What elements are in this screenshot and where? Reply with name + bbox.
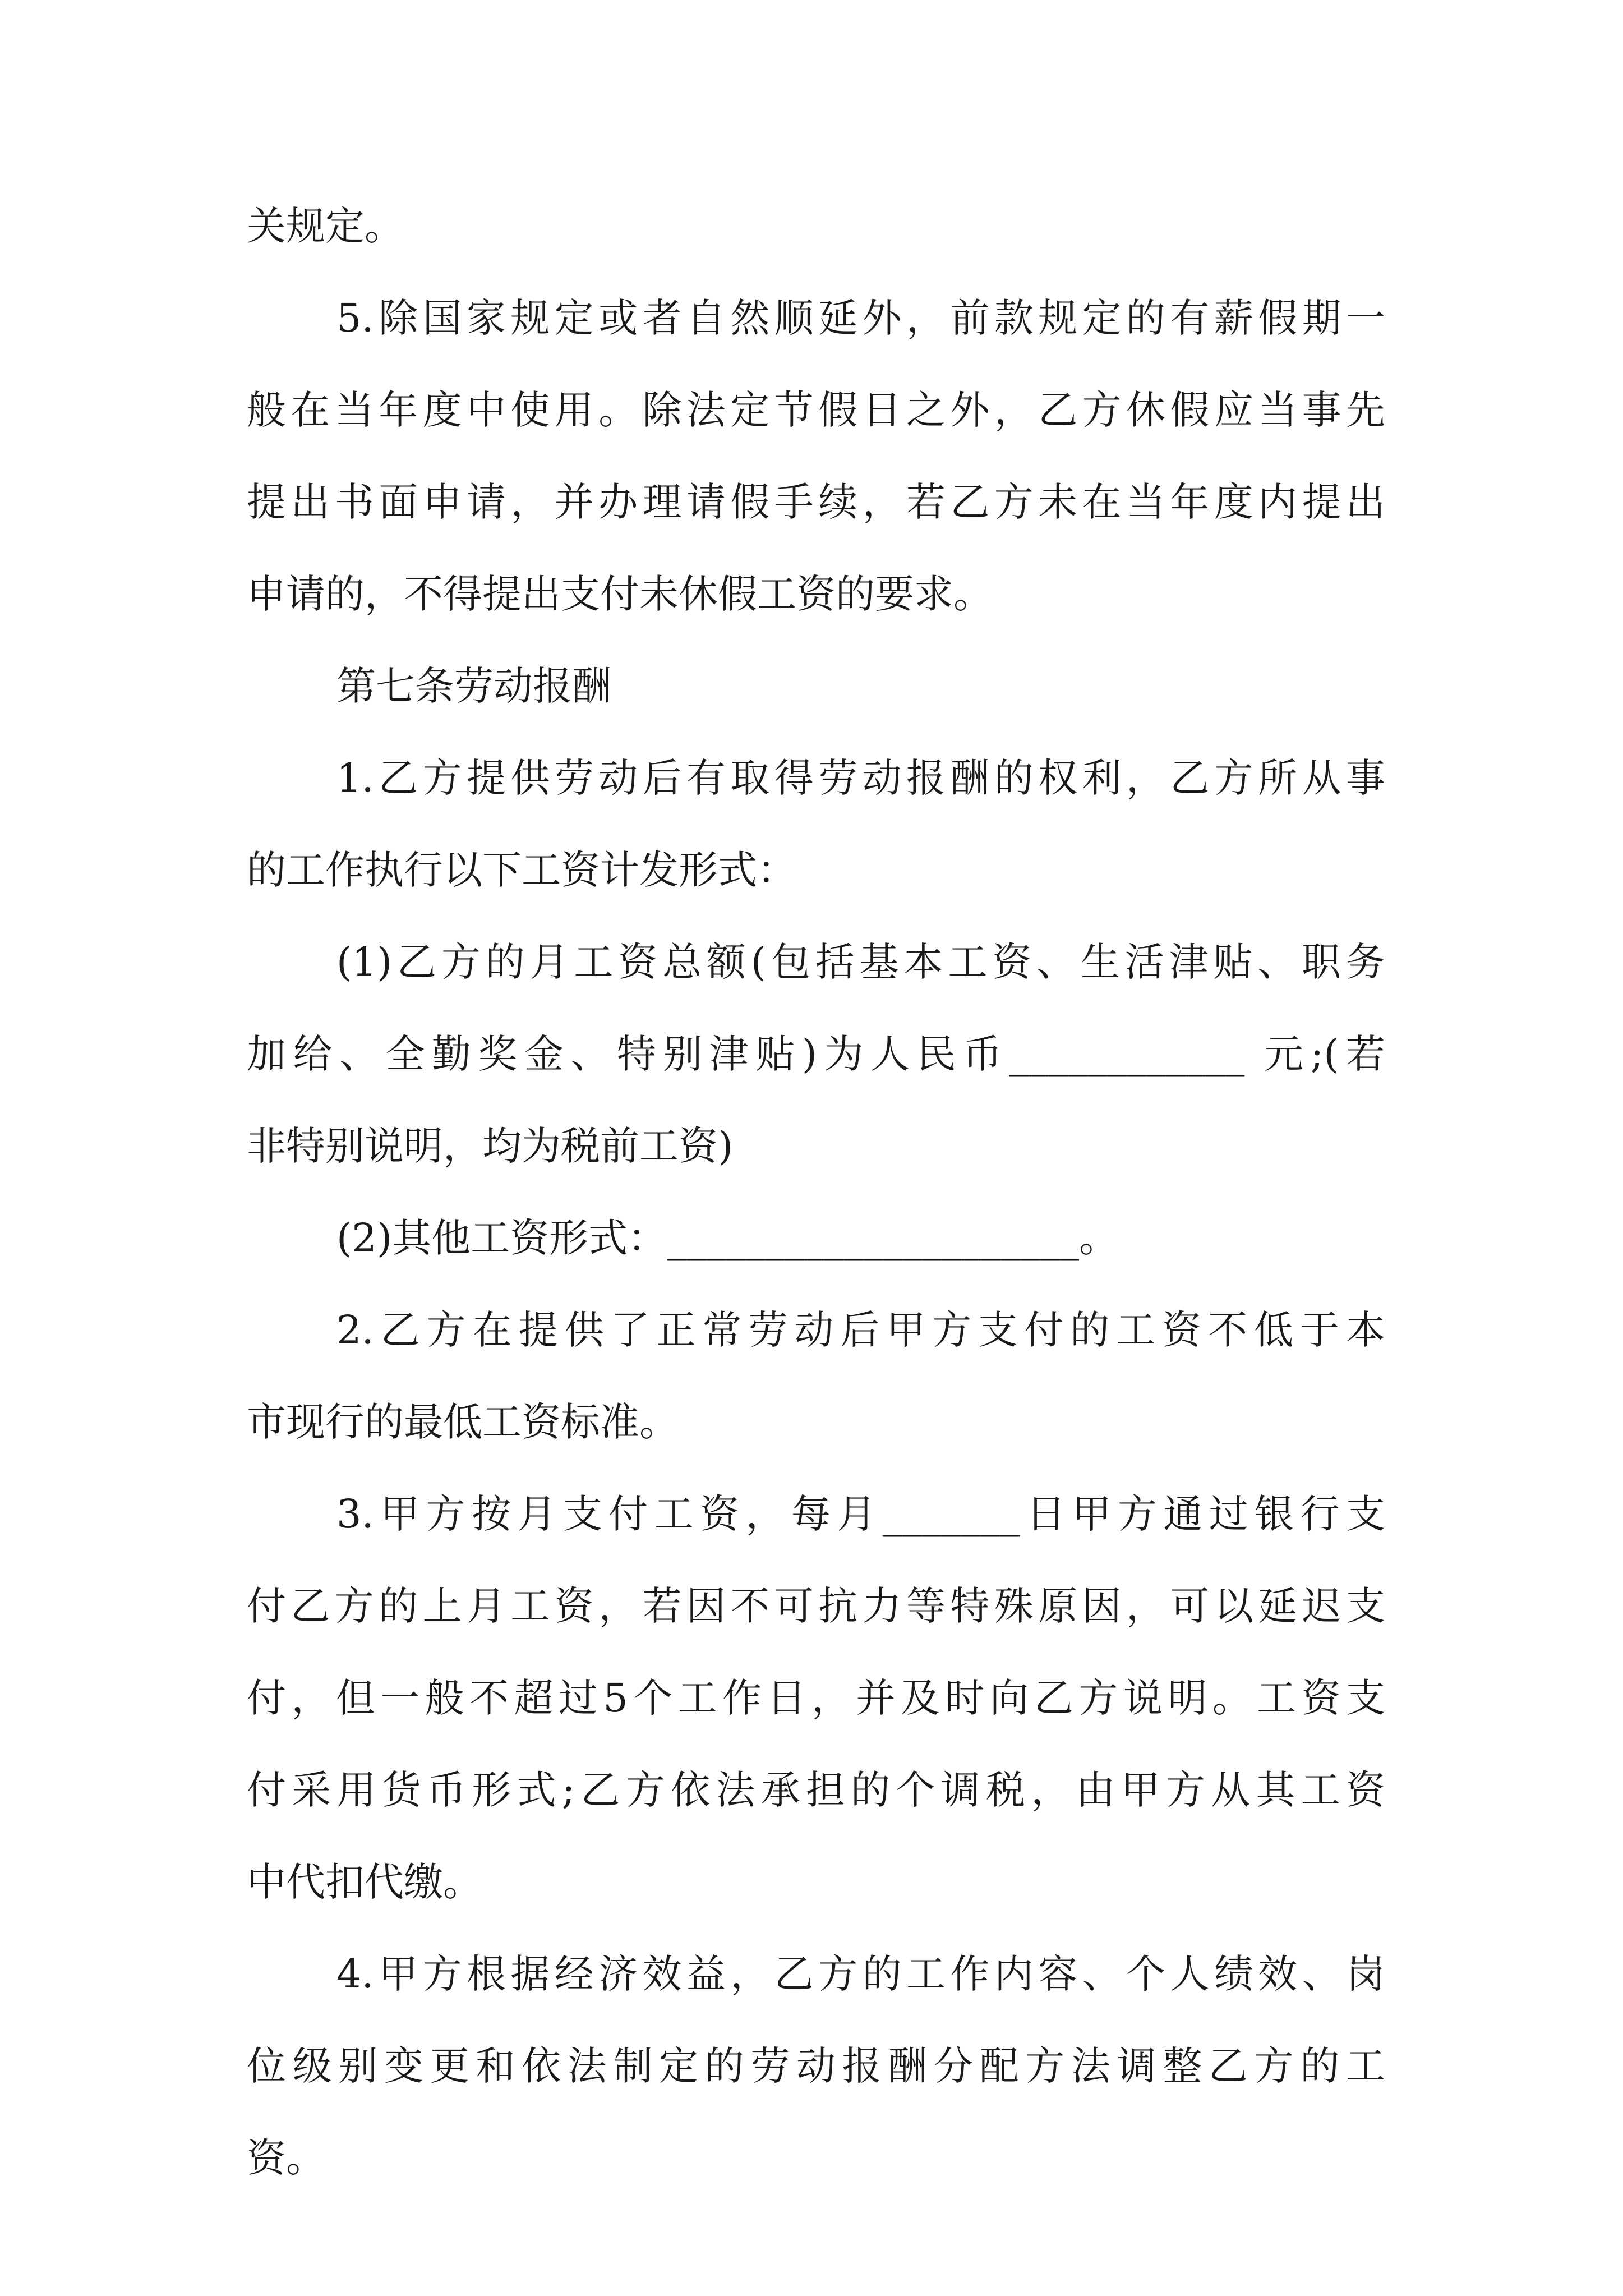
- text-line: 5.除国家规定或者自然顺延外，前款规定的有薪假期一: [336, 295, 1385, 341]
- text-line: 付，但一般不超过5个工作日，并及时向乙方说明。工资支: [247, 1675, 1385, 1721]
- text-line: 申请的，不得提出支付未休假工资的要求。: [247, 571, 993, 617]
- text-line: 付采用货币形式;乙方依法承担的个调税，由甲方从其工资: [247, 1767, 1385, 1813]
- text-line: 3.甲方按月支付工资，每月_______日甲方通过银行支: [336, 1491, 1385, 1537]
- text-line: 非特别说明，均为税前工资): [247, 1123, 734, 1169]
- text-line: 提出书面申请，并办理请假手续，若乙方未在当年度内提出: [247, 479, 1385, 525]
- text-line: (1)乙方的月工资总额(包括基本工资、生活津贴、职务: [336, 939, 1385, 985]
- text-line: 的工作执行以下工资计发形式：: [247, 847, 796, 893]
- text-line: (2)其他工资形式：_____________________。: [336, 1215, 1119, 1261]
- text-line: 4.甲方根据经济效益，乙方的工作内容、个人绩效、岗: [336, 1951, 1385, 1997]
- text-line: 付乙方的上月工资，若因不可抗力等特殊原因，可以延迟支: [247, 1583, 1385, 1629]
- text-line: 关规定。: [247, 203, 404, 249]
- text-line: 位级别变更和依法制定的劳动报酬分配方法调整乙方的工: [247, 2043, 1385, 2089]
- text-line: 资。: [247, 2135, 325, 2181]
- text-line: 2.乙方在提供了正常劳动后甲方支付的工资不低于本: [336, 1307, 1385, 1353]
- section-heading: 第七条劳动报酬: [336, 663, 611, 709]
- text-line: 市现行的最低工资标准。: [247, 1399, 679, 1445]
- text-line: 1.乙方提供劳动后有取得劳动报酬的权利，乙方所从事: [336, 755, 1385, 801]
- text-line: 般在当年度中使用。除法定节假日之外，乙方休假应当事先: [247, 387, 1385, 433]
- text-line: 加给、全勤奖金、特别津贴)为人民币____________ 元;(若: [247, 1031, 1385, 1077]
- text-line: 中代扣代缴。: [247, 1859, 482, 1905]
